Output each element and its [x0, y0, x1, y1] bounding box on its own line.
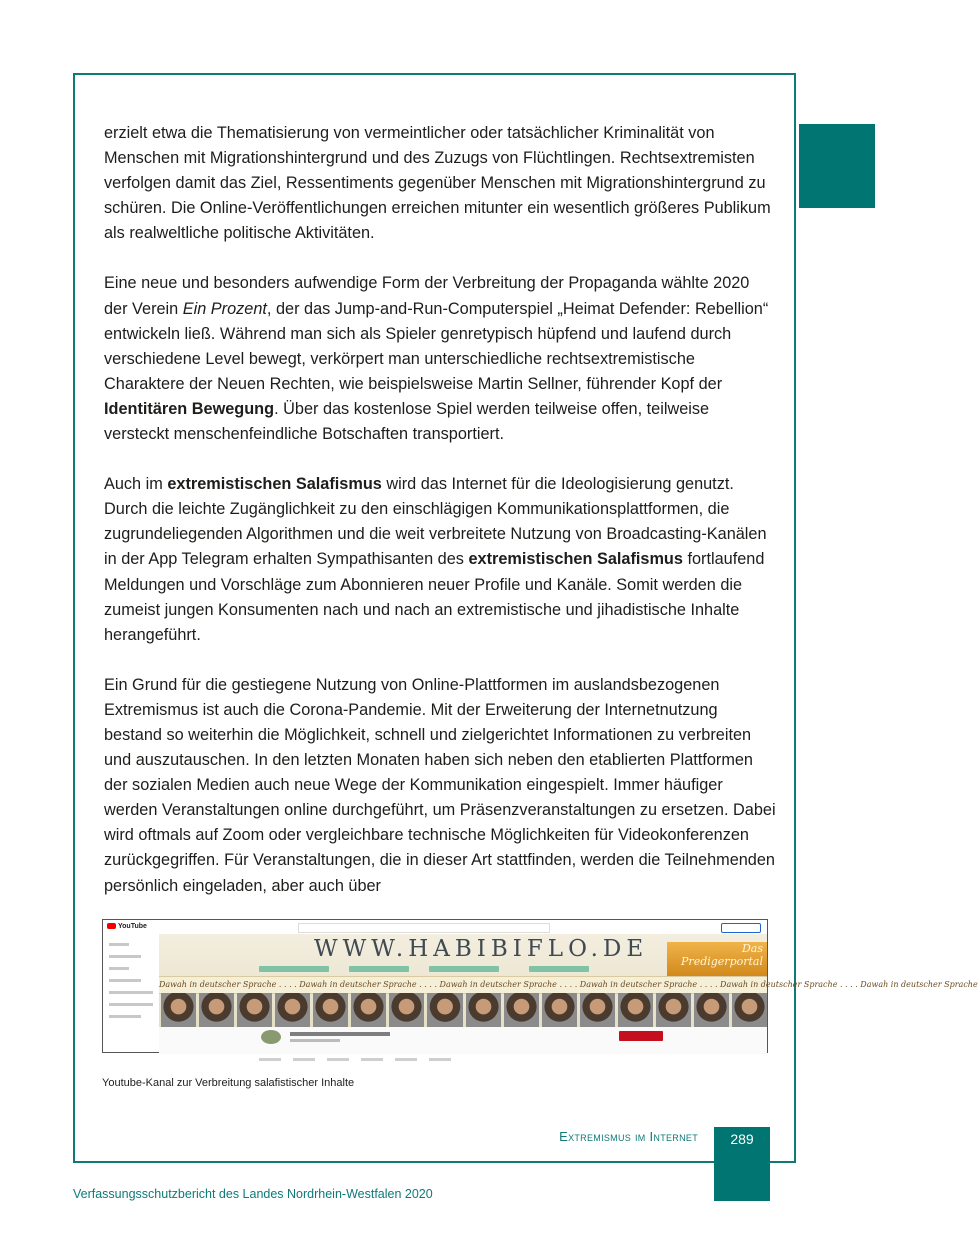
portrait [199, 993, 234, 1027]
figure-caption: Youtube-Kanal zur Verbreitung salafistischer Inhalte [102, 1077, 355, 1089]
paragraph-2-text-a: Eine neue und besonders aufwendige Form der Verbreitung der Propaganda wählte 2020 der Verein [104, 274, 750, 318]
sidebar-line [109, 979, 141, 982]
portrait [389, 993, 424, 1027]
portrait [313, 993, 348, 1027]
portrait [504, 993, 539, 1027]
report-title: Verfassungsschutzbericht des Landes Nordrhein-Westfalen 2020 [73, 1187, 433, 1201]
page-number-box [714, 1127, 770, 1201]
sidebar-line [109, 991, 153, 994]
yt-topbar [103, 920, 767, 935]
paragraph-2 [104, 271, 776, 447]
sidebar-line [109, 1015, 141, 1018]
channel-subs-placeholder [290, 1039, 340, 1042]
page-number: 289 [730, 1131, 754, 1147]
paragraph-1: erzielt etwa die Thematisierung von vermeintlicher oder tatsächlicher Kriminalität von Menschen mit Migrationshintergrund und des Zuzugs von Flüchtlingen. Rechtsextremisten verfolgen damit das Ziel, Ressentiments gegenüber Menschen mit Migrationshintergrund zu schüren. Die Online-Veröffentlichungen erreichen mitunter ein wesentlich größeres Publikum als realweltliche politische Aktivitäten. [104, 124, 771, 243]
channel-banner [159, 934, 978, 1027]
banner-url: WWW.HABIBIFLO.DE [314, 936, 649, 962]
banner-pill [429, 966, 499, 972]
paragraph-3 [104, 472, 776, 648]
youtube-channel-screenshot [102, 919, 978, 1053]
channel-avatar [261, 1030, 281, 1044]
portrait [275, 993, 310, 1027]
yt-search-bar [298, 923, 550, 933]
channel-tab [361, 1058, 383, 1061]
sidebar-line [109, 967, 129, 970]
banner-script-strip: Dawah in deutscher Sprache . . . . Dawah in deutscher Sprache . . . . Dawah in deutscher Sprache . . . . Dawah in deutscher Sprache . . . . Dawah in deutscher Sprache . . . . Dawah in deutscher Sprache [159, 976, 767, 994]
channel-tab [293, 1058, 315, 1061]
portrait [161, 993, 196, 1027]
portrait [237, 993, 272, 1027]
banner-pills [259, 966, 619, 973]
channel-name-placeholder [290, 1032, 390, 1036]
paragraph-3-text-e: fortlaufend Meldungen und Vorschläge zum Abonnieren neuer Profile und Kanäle. Somit werden die zumeist jungen Konsumenten nach und nach an extremistische und jihadistische Inhalte herangeführt. [104, 550, 765, 644]
portrait [351, 993, 386, 1027]
channel-tab [429, 1058, 451, 1061]
paragraph-4: Ein Grund für die gestiegene Nutzung von Online-Plattformen im auslandsbezogenen Extremismus ist auch die Corona-Pandemie. Mit der Erweiterung der Internetnutzung bestand so weiterhin die Möglichkeit, schnell und zielgerichtet Informationen zu verbreiten und auszutauschen. In den letzten Monaten haben sich neben den etablierten Plattformen der sozialen Medien auch neue Wege der Kommunikation eingespielt. Immer häufiger werden Veranstaltungen online durchgeführt, um Präsenzveranstaltungen zu ersetzen. Dabei wird oftmals auf Zoom oder vergleichbare technische Möglichkeiten für Videokonferenzen zurückgegriffen. Für Veranstaltungen, die in dieser Art stattfinden, werden die Teilnehmenden persönlich eingeladen, aber auch über [104, 675, 776, 895]
yt-signin-button [721, 923, 761, 933]
paragraph-2-text-c: , der das Jump-and-Run-Computerspiel „Heimat Defender: Rebellion“ entwickeln ließ. Während man sich als Spieler genretypisch hüpfend und laufend durch verschiedene Level bewegt, verkörpert man unterschiedliche rechtsextremistische Charaktere der Neuen Rechten, wie beispielsweise Martin Sellner, führender Kopf der [104, 299, 769, 393]
banner-pill [349, 966, 409, 972]
portrait [732, 993, 767, 1027]
portrait [694, 993, 729, 1027]
portrait [542, 993, 577, 1027]
channel-tab [259, 1058, 281, 1061]
portrait [580, 993, 615, 1027]
paragraph-3-bold-1: extremistischen Salafismus [167, 475, 382, 494]
banner-pill [529, 966, 589, 972]
paragraph-2-italic: Ein Prozent [182, 299, 267, 318]
paragraph-2-text-e: . Über das kostenlose Spiel werden teilweise offen, teilweise versteckt menschenfeindliche Botschaften transportiert. [104, 399, 710, 444]
subscribe-button [619, 1031, 663, 1041]
youtube-logo [107, 923, 147, 930]
sidebar-line [109, 943, 129, 946]
paragraph-3-text-a: Auch im [104, 475, 168, 494]
channel-info-row [159, 1027, 767, 1054]
section-title: Extremismus im Internet [559, 1129, 698, 1144]
portrait [618, 993, 653, 1027]
prediger-badge: Das Predigerportal [667, 942, 767, 976]
channel-tab [327, 1058, 349, 1061]
play-icon [107, 923, 116, 929]
youtube-logo-text: YouTube [118, 923, 147, 930]
banner-pill [259, 966, 329, 972]
channel-tabs [259, 1048, 549, 1051]
paragraph-3-bold-2: extremistischen Salafismus [468, 550, 683, 569]
sidebar-line [109, 955, 141, 958]
banner-portraits [159, 993, 767, 1027]
portrait [656, 993, 691, 1027]
portrait [466, 993, 501, 1027]
sidebar-line [109, 1003, 153, 1006]
body-text [104, 121, 776, 924]
portrait [427, 993, 462, 1027]
yt-sidebar [103, 934, 160, 1052]
channel-tab [395, 1058, 417, 1061]
paragraph-2-bold: Identitären Bewegung [104, 399, 275, 418]
paragraph-3-text-c: wird das Internet für die Ideologisierung genutzt. Durch die leichte Zugänglichkeit zu den einschlägigen Kommunikationsplattformen, die zugrundeliegenden Algorithmen und die weit verbreitete Nutzung von Broadcasting-Kanälen in der App Telegram erhalten Sympathisanten des [104, 475, 767, 569]
chapter-tab [799, 124, 875, 208]
